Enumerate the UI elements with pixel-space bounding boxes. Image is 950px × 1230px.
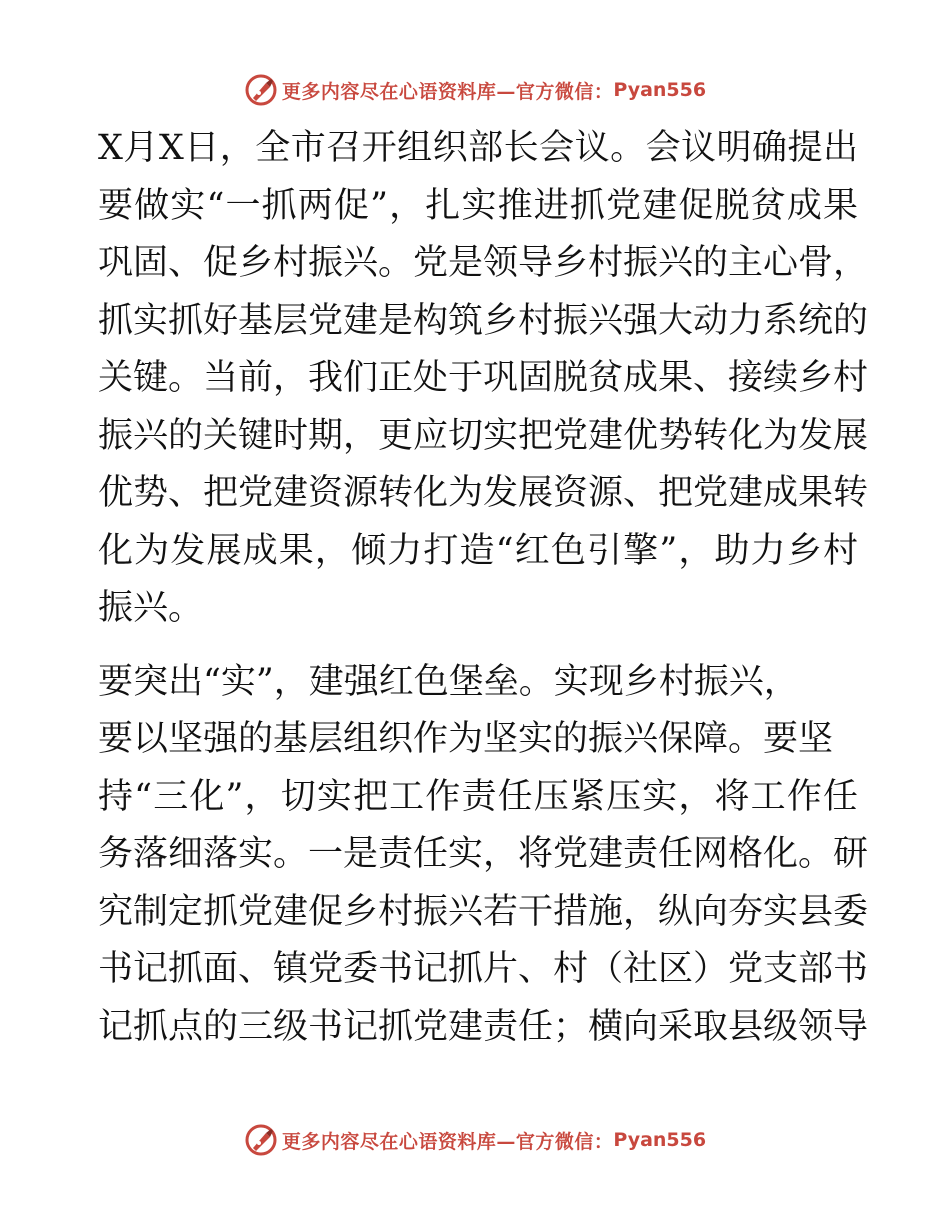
text-line: 务落细落实。一是责任实，将党建责任网格化。研 <box>98 834 869 874</box>
text-line: 巩固、促乡村振兴。党是领导乡村振兴的主心骨， <box>98 243 869 283</box>
text-line: 记抓点的三级书记抓党建责任；横向采取县级领导 <box>98 1006 869 1047</box>
text-line: 关键。当前，我们正处于巩固脱贫成果、接续乡村 <box>98 358 869 398</box>
paragraph <box>98 120 869 638</box>
banner-contact: Pyan556 <box>613 79 707 101</box>
text-line: 持“三化”，切实把工作责任压紧压实，将工作任 <box>98 776 858 817</box>
pen-nib-logo-icon <box>244 73 278 107</box>
text-line: 书记抓面、镇党委书记抓片、村（社区）党支部书 <box>98 949 869 989</box>
header-banner <box>0 70 950 110</box>
text-line: 要做实“一抓两促”，扎实推进抓党建促脱贫成果 <box>98 185 858 226</box>
text-line: X月X日，全市召开组织部长会议。会议明确提出 <box>98 128 858 168</box>
pen-nib-logo-icon <box>244 1123 278 1157</box>
banner-text: 更多内容尽在心语资料库—官方微信： <box>281 1130 614 1153</box>
text-line: 振兴。 <box>98 588 204 628</box>
text-line: 要突出“实”，建强红色堡垒。实现乡村振兴， <box>98 661 799 702</box>
text-line: 抓实抓好基层党建是构筑乡村振兴强大动力系统的 <box>98 300 869 341</box>
text-line: 化为发展成果，倾力打造“红色引擎”，助力乡村 <box>98 530 858 571</box>
text-line: 优势、把党建资源转化为发展资源、把党建成果转 <box>98 473 869 513</box>
banner-contact: Pyan556 <box>613 1129 707 1151</box>
paragraph-gap <box>98 638 858 654</box>
document-body <box>98 120 869 1056</box>
text-line: 要以坚强的基层组织作为坚实的振兴保障。要坚 <box>98 719 834 759</box>
text-line: 究制定抓党建促乡村振兴若干措施，纵向夯实县委 <box>98 891 869 932</box>
banner-text: 更多内容尽在心语资料库—官方微信： <box>281 80 614 103</box>
text-line: 振兴的关键时期，更应切实把党建优势转化为发展 <box>98 415 869 456</box>
footer-banner <box>0 1120 950 1160</box>
paragraph <box>98 654 869 1057</box>
